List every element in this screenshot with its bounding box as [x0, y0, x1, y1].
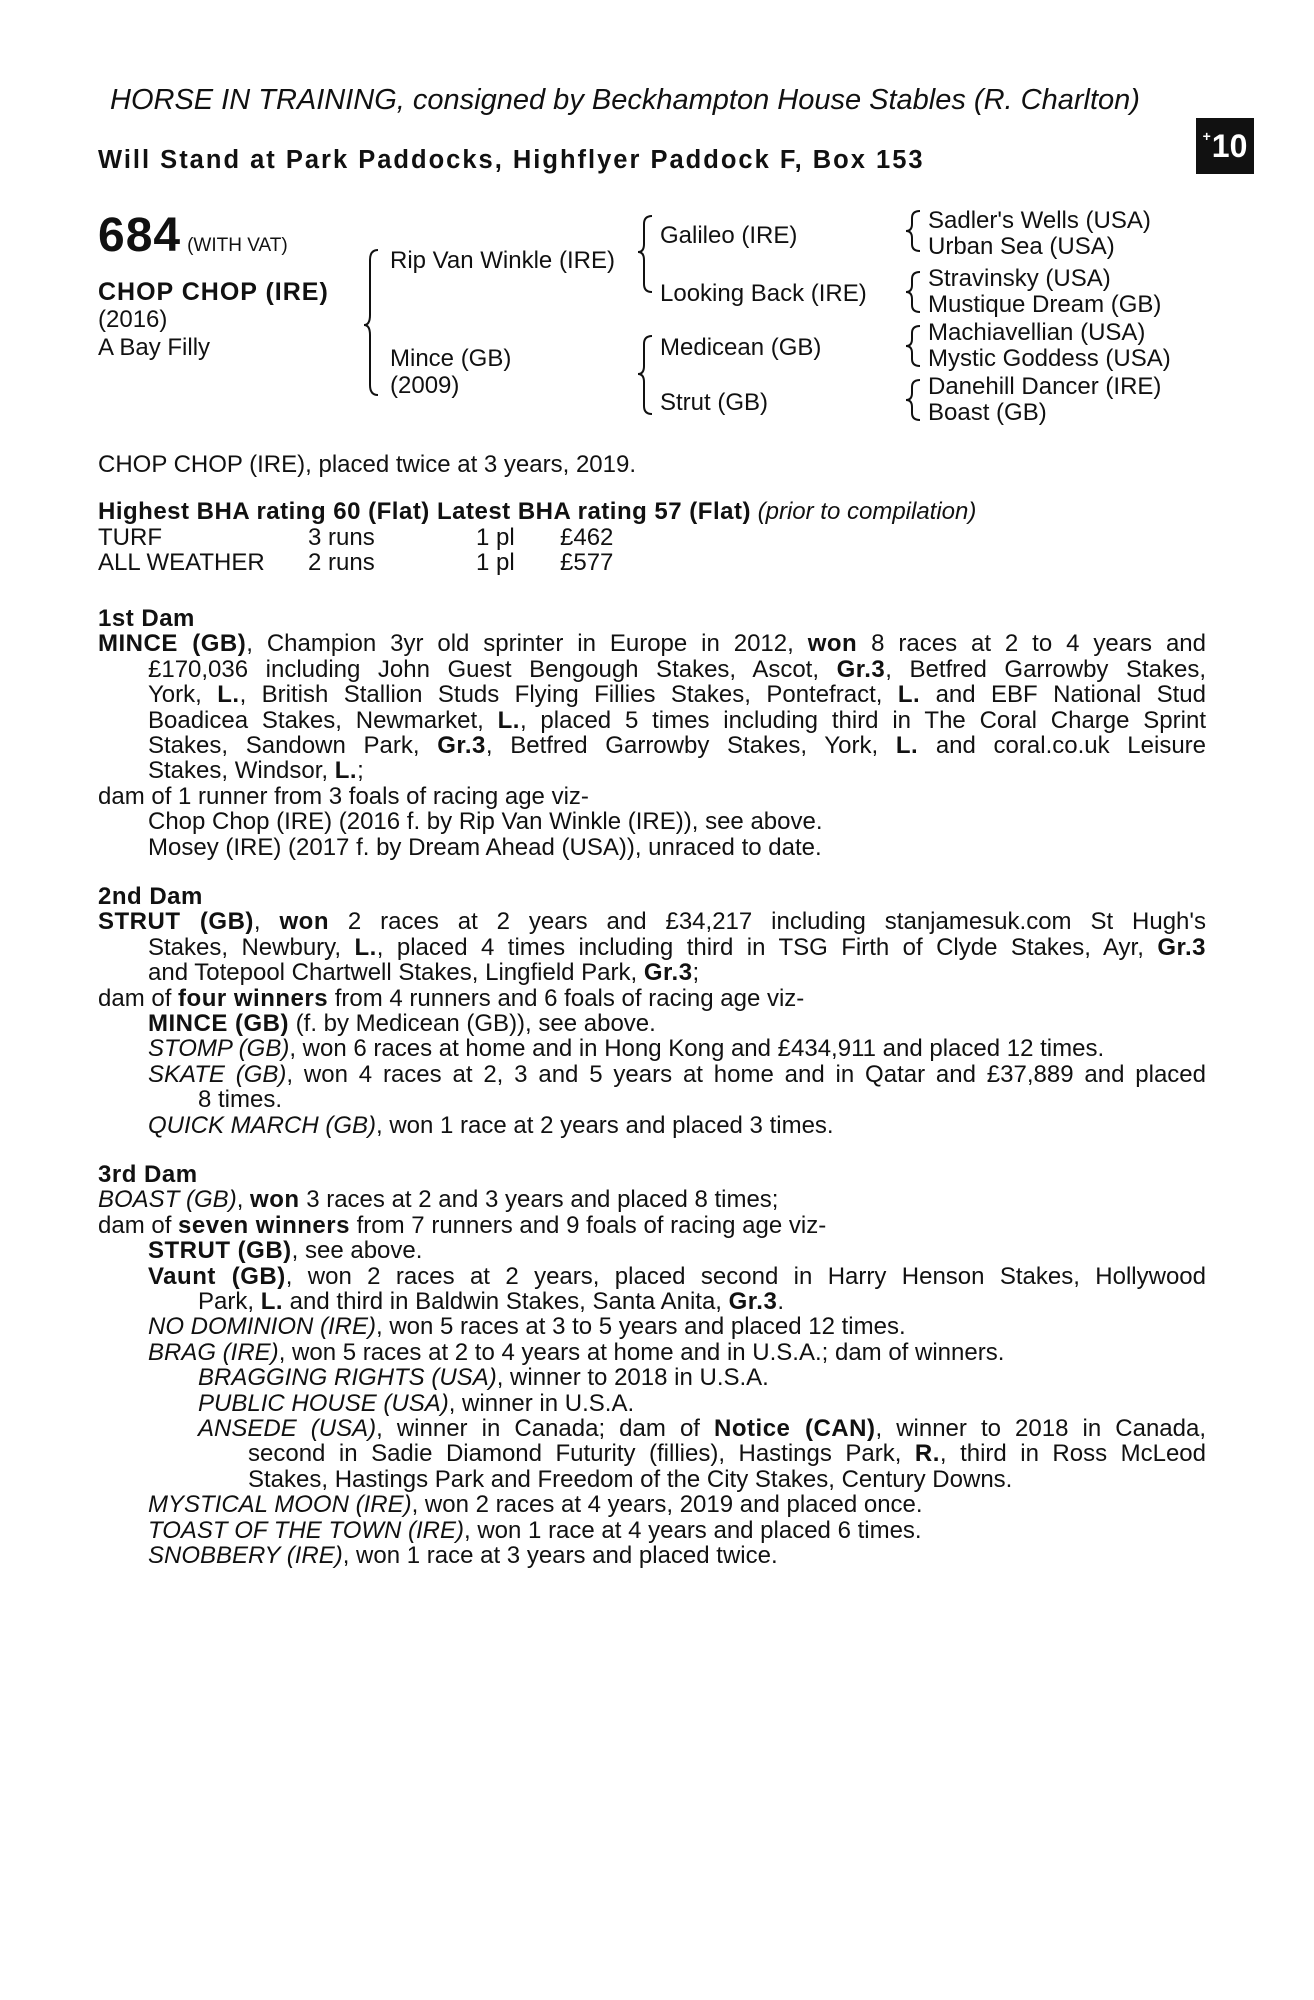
text: from 4 runners and 6 foals of racing age viz-	[328, 984, 805, 1012]
text: , won 1 race at 4 years and placed 6 times.	[464, 1516, 922, 1544]
text: , won 5 races at 2 to 4 years at home and in U.S.A.; dam of winners.	[278, 1338, 1005, 1366]
grand-produce-cont	[98, 1441, 1206, 1466]
placed: 1 pl	[476, 549, 515, 577]
sire: Rip Van Winkle (IRE)	[390, 247, 615, 274]
produce-name: BRAG (IRE)	[148, 1338, 279, 1366]
text: York,	[148, 681, 218, 709]
text: (f. by Medicean (GB)), see above.	[288, 1010, 656, 1038]
grade: Gr.3	[836, 655, 886, 683]
produce-name: MINCE (GB)	[148, 1010, 289, 1038]
produce-name: STOMP (GB)	[148, 1035, 290, 1063]
first-dam-line-1	[98, 631, 1206, 656]
galileo-brace	[906, 211, 920, 251]
first-dam-line-4	[98, 708, 1206, 733]
first-dam-line-5	[98, 733, 1206, 758]
text: , won 5 races at 3 to 5 years and placed 12 times.	[376, 1313, 906, 1341]
runs: 3 runs	[308, 523, 375, 551]
produce-name: ANSEDE (USA)	[198, 1415, 377, 1443]
text: , won 1 race at 2 years and placed 3 times.	[376, 1111, 834, 1139]
restricted: R.	[914, 1440, 940, 1468]
sire-sire: Galileo (IRE)	[660, 222, 798, 249]
badge-mark: +	[1202, 128, 1211, 144]
first-dam-line-2	[98, 657, 1206, 682]
text: , third in Ross McLeod	[939, 1440, 1206, 1468]
second-dam-line-2	[98, 935, 1206, 960]
listed: L.	[354, 933, 377, 961]
ratings-text: Highest BHA rating 60 (Flat) Latest BHA rating 57 (Flat)	[98, 498, 751, 526]
text: , winner in Canada; dam of	[376, 1415, 715, 1443]
strut-brace	[906, 380, 920, 420]
dam-name: BOAST (GB)	[98, 1186, 237, 1214]
text: Stakes, Newbury,	[148, 933, 355, 961]
runs: 2 runs	[308, 549, 375, 577]
third-dam-produce-intro	[98, 1213, 1206, 1238]
produce-item	[98, 1492, 1206, 1517]
ggp-8: Boast (GB)	[928, 399, 1047, 426]
dam: Mince (GB)	[390, 345, 512, 372]
winners-count: four winners	[178, 984, 329, 1012]
produce-item	[98, 1062, 1206, 1087]
produce-name: MYSTICAL MOON (IRE)	[148, 1491, 412, 1519]
produce-name: PUBLIC HOUSE (USA)	[198, 1389, 449, 1417]
text: 3 races at 2 and 3 years and placed 8 times;	[299, 1186, 779, 1214]
text: Boadicea Stakes, Newmarket,	[148, 706, 498, 734]
dam-year: (2009)	[390, 372, 460, 399]
race-summary-block	[98, 452, 1206, 576]
produce-item	[98, 1011, 1206, 1036]
produce-name: BRAGGING RIGHTS (USA)	[198, 1364, 497, 1392]
surface: ALL WEATHER	[98, 549, 265, 577]
text: , winner to 2018 in U.S.A.	[496, 1364, 769, 1392]
won: won	[279, 908, 329, 936]
produce-item	[98, 1314, 1206, 1339]
bha-ratings	[98, 499, 1206, 524]
produce-name: SKATE (GB)	[148, 1060, 287, 1088]
grade: Gr.3	[437, 732, 486, 760]
text: and Totepool Chartwell Stakes, Lingfield Park,	[148, 959, 644, 987]
horse-year: (2016)	[98, 306, 168, 333]
second-dam-line-3	[98, 960, 1206, 985]
ratings-note: (prior to compilation)	[757, 498, 977, 526]
ggp-5: Machiavellian (USA)	[928, 319, 1146, 346]
text: , won 1 race at 3 years and placed twice.	[342, 1542, 778, 1570]
listed: L.	[217, 681, 240, 709]
first-dam-line-3	[98, 682, 1206, 707]
medicean-brace	[906, 326, 920, 366]
text: , placed 4 times including third in TSG Firth of Clyde Stakes, Ayr,	[376, 933, 1158, 961]
second-dam-line-1: STRUT (GB), won 2 races at 2 years and £34,217 including stanjamesuk.com St Hugh's	[98, 908, 1206, 936]
produce-item: Chop Chop (IRE) (2016 f. by Rip Van Winkle (IRE)), see above.	[148, 808, 823, 836]
grade: Gr.3	[728, 1288, 778, 1316]
prize: £462	[560, 523, 614, 551]
dam-dam: Strut (GB)	[660, 389, 769, 416]
listed: L.	[260, 1288, 284, 1316]
ggp-7: Danehill Dancer (IRE)	[928, 373, 1162, 400]
sire-dam-brace	[364, 250, 378, 395]
text: ;	[357, 757, 364, 785]
dam-line-brace	[638, 336, 652, 414]
second-dam-section	[98, 884, 1206, 1138]
listed: L.	[895, 732, 919, 760]
text: 8 races at 2 to 4 years and	[857, 630, 1207, 658]
ggp-4: Mustique Dream (GB)	[928, 291, 1162, 318]
first-dam-produce-intro: dam of 1 runner from 3 foals of racing age viz-	[98, 782, 589, 810]
consignor-title: HORSE IN TRAINING, consigned by Beckhampton House Stables (R. Charlton)	[110, 84, 1140, 116]
won: won	[250, 1186, 300, 1214]
prize: £577	[560, 549, 614, 577]
text: , British Stallion Studs Flying Fillies Stakes, Pontefract,	[239, 681, 898, 709]
produce-item	[98, 1113, 1206, 1138]
text: and third in Baldwin Stakes, Santa Anita,	[283, 1288, 729, 1316]
sire-line-brace	[638, 216, 652, 292]
text: , won 2 races at 2 years, placed second in Harry Henson Stakes, Hollywood	[285, 1262, 1207, 1290]
horse-name: CHOP CHOP (IRE)	[98, 278, 329, 306]
text: Stakes, Sandown Park,	[148, 732, 438, 760]
ratings-row-turf	[98, 525, 1206, 550]
text: , Champion 3yr old sprinter in Europe in 2012,	[246, 630, 808, 658]
won: won	[807, 630, 858, 658]
first-dam-line-6	[98, 758, 1206, 783]
grand-produce-item	[98, 1365, 1206, 1390]
winners-count: seven winners	[178, 1211, 350, 1239]
text: .	[777, 1288, 784, 1316]
text: Park,	[198, 1288, 261, 1316]
text: Stakes, Windsor,	[148, 757, 335, 785]
produce-item	[98, 1518, 1206, 1543]
text: , winner in U.S.A.	[448, 1389, 635, 1417]
produce-name: Vaunt (GB)	[148, 1262, 286, 1290]
lot-number: 684	[98, 209, 182, 262]
grade: Gr.3	[643, 959, 693, 987]
text: 2 races at 2 years and £34,217 including stanjamesuk.com St Hugh's	[328, 908, 1206, 936]
produce-item	[98, 1238, 1206, 1263]
horse-description: A Bay Filly	[98, 334, 211, 361]
produce-item	[98, 1543, 1206, 1568]
first-dam-section	[98, 606, 1206, 860]
text: , placed 5 times including third in The Coral Charge Sprint	[519, 706, 1206, 734]
text: dam of	[98, 984, 179, 1012]
badge-number: 10	[1211, 127, 1248, 164]
dam-name: STRUT (GB)	[98, 908, 254, 936]
second-dam-heading: 2nd Dam	[98, 883, 203, 910]
text: second in Sadie Diamond Futurity (fillies), Hastings Park,	[248, 1440, 915, 1468]
text: from 7 runners and 9 foals of racing age viz-	[349, 1211, 827, 1239]
first-dam-heading: 1st Dam	[98, 605, 195, 632]
ggp-6: Mystic Goddess (USA)	[928, 345, 1171, 372]
text: , Betfred Garrowby Stakes,	[885, 655, 1207, 683]
listed: L.	[497, 706, 520, 734]
grand-produce-item	[98, 1391, 1206, 1416]
text: and coral.co.uk Leisure	[918, 732, 1206, 760]
produce-item-cont	[98, 1289, 1206, 1314]
produce-name: SNOBBERY (IRE)	[148, 1542, 343, 1570]
produce-name: STRUT (GB)	[148, 1237, 292, 1265]
looking-back-brace	[906, 272, 920, 312]
produce-name: QUICK MARCH (GB)	[148, 1111, 376, 1139]
grade: Gr.3	[1157, 933, 1207, 961]
text: dam of	[98, 1211, 179, 1239]
sire-dam: Looking Back (IRE)	[660, 280, 867, 307]
vat-note: (WITH VAT)	[187, 235, 288, 256]
text: £170,036 including John Guest Bengough Stakes, Ascot,	[148, 655, 837, 683]
listed: L.	[897, 681, 921, 709]
ggp-1: Sadler's Wells (USA)	[928, 207, 1151, 234]
grand-produce-cont: Stakes, Hastings Park and Freedom of the City Stakes, Century Downs.	[248, 1465, 1013, 1493]
text: and EBF National Stud	[920, 681, 1206, 709]
produce-item	[98, 1264, 1206, 1289]
produce-name: NO DOMINION (IRE)	[148, 1313, 376, 1341]
text: , Betfred Garrowby Stakes, York,	[485, 732, 896, 760]
produce-name: TOAST OF THE TOWN (IRE)	[148, 1516, 465, 1544]
produce-item-cont: 8 times.	[198, 1086, 283, 1114]
produce-name: Notice (CAN)	[714, 1415, 876, 1443]
third-dam-heading: 3rd Dam	[98, 1161, 198, 1188]
second-dam-produce-intro	[98, 986, 1206, 1011]
grand-produce-item	[98, 1416, 1206, 1441]
text: , winner to 2018 in Canada,	[875, 1415, 1207, 1443]
produce-item	[98, 1340, 1206, 1365]
produce-item	[98, 1036, 1206, 1061]
dam-sire: Medicean (GB)	[660, 334, 822, 361]
text: , won 2 races at 4 years, 2019 and placed once.	[411, 1491, 923, 1519]
placed: 1 pl	[476, 523, 515, 551]
third-dam-section	[98, 1162, 1206, 1569]
third-dam-line-1: BOAST (GB), won 3 races at 2 and 3 years and placed 8 times;	[98, 1186, 779, 1214]
text: , won 4 races at 2, 3 and 5 years at home and in Qatar and £37,889 and placed	[286, 1060, 1206, 1088]
text: , see above.	[291, 1237, 423, 1265]
listed: L.	[334, 757, 358, 785]
text: , won 6 races at home and in Hong Kong and £434,911 and placed 12 times.	[289, 1035, 1105, 1063]
surface: TURF	[98, 523, 162, 551]
ggp-3: Stravinsky (USA)	[928, 265, 1111, 292]
dam-name: MINCE (GB)	[98, 630, 247, 658]
produce-item: Mosey (IRE) (2017 f. by Dream Ahead (USA)), unraced to date.	[148, 833, 822, 861]
ggp-2: Urban Sea (USA)	[928, 233, 1115, 260]
text: ;	[692, 959, 700, 987]
stand-location: Will Stand at Park Paddocks, Highflyer Paddock F, Box 153	[98, 146, 925, 174]
race-summary: CHOP CHOP (IRE), placed twice at 3 years, 2019.	[98, 451, 636, 478]
ratings-row-aw	[98, 550, 1206, 575]
